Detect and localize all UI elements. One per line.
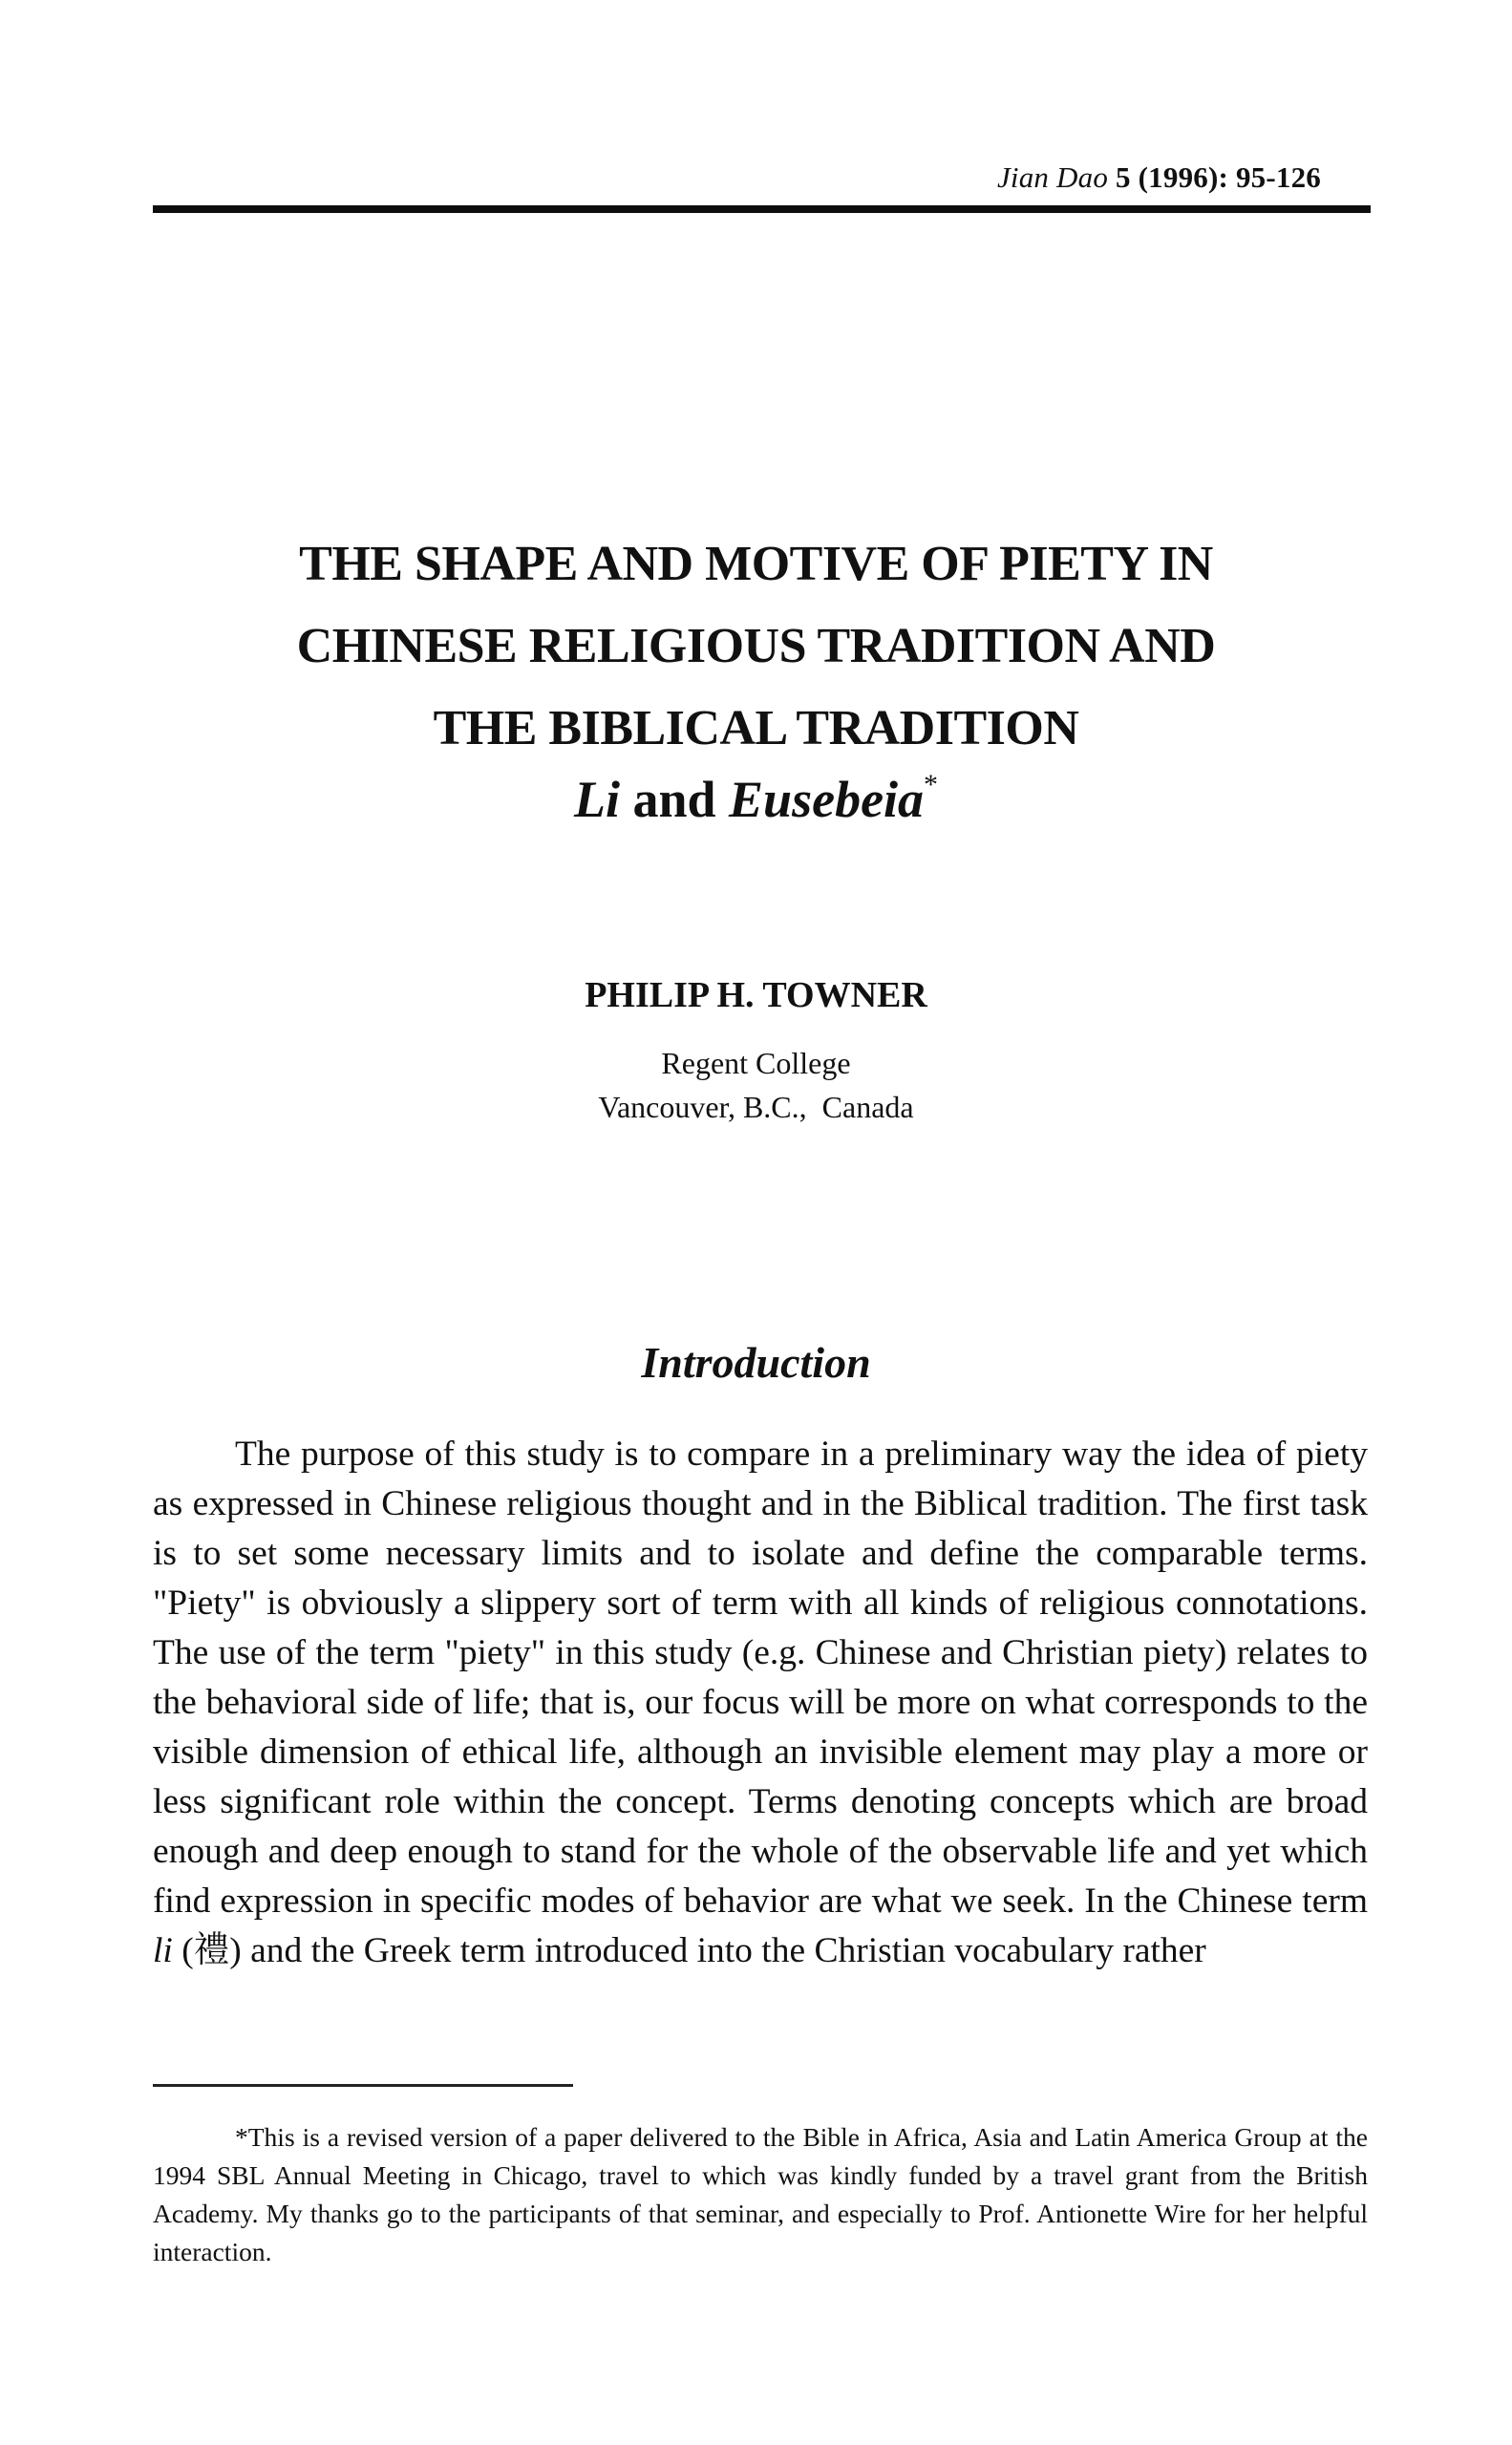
paragraph-text-continued: (禮) and the Greek term introduced into the Christian vocabulary rather xyxy=(172,1931,1206,1970)
author-name: PHILIP H. TOWNER xyxy=(585,975,927,1015)
title-line: CHINESE RELIGIOUS TRADITION AND xyxy=(296,619,1216,673)
journal-name: Jian Dao xyxy=(996,160,1109,194)
footnote: *This is a revised version of a paper delivered to the Bible in Africa, Asia and Latin America Group at the 1994 SBL Annual Meeting in Chicago, travel to which was kindly funded by a travel grant from the British Academy. My thanks go to the participants of that seminar, and especially to Prof. Antionette Wire for her helpful interaction. xyxy=(153,2122,1368,2266)
title-line: THE SHAPE AND MOTIVE OF PIETY IN xyxy=(299,537,1213,591)
body-paragraph xyxy=(153,1430,1368,1976)
subtitle-conjunction: and xyxy=(619,771,730,828)
term-li: li xyxy=(153,1931,173,1970)
title-line: THE BIBLICAL TRADITION xyxy=(433,701,1079,755)
footnote-marker: * xyxy=(924,769,939,800)
running-header xyxy=(997,160,1321,195)
article-title xyxy=(0,523,1512,770)
affiliation-location: Vancouver, B.C., Canada xyxy=(598,1090,914,1124)
footnote-rule xyxy=(153,2084,573,2087)
paragraph-text: The purpose of this study is to compare in a preliminary way the idea of piety as expressed in Chinese religious thought and in the Biblical tradition. The first task is to set some necessary limits and to isolate and define the comparable terms. "Piety" is obviously a slippery sort of term with all kinds of religious connotations. The use of the term "piety" in this study (e.g. Chinese and Christian piety) relates to the behavioral side of life; that is, our focus will be more on what corresponds to the visible dimension of ethical life, although an invisible element may play a more or less significant role within the concept. Terms denoting concepts which are broad enough and deep enough to stand for the whole of the observable life and yet which find expression in specific modes of behavior are what we seek. In the Chinese term xyxy=(153,1435,1368,1921)
author-affiliation xyxy=(0,1041,1512,1129)
header-rule xyxy=(153,205,1371,213)
subtitle-term-eusebeia: Eusebeia xyxy=(729,771,925,828)
section-heading: Introduction xyxy=(641,1338,871,1387)
affiliation-institution: Regent College xyxy=(661,1046,851,1080)
journal-citation: 5 (1996): 95-126 xyxy=(1116,160,1321,194)
subtitle-term-li: Li xyxy=(573,771,620,828)
article-subtitle xyxy=(0,769,1512,829)
